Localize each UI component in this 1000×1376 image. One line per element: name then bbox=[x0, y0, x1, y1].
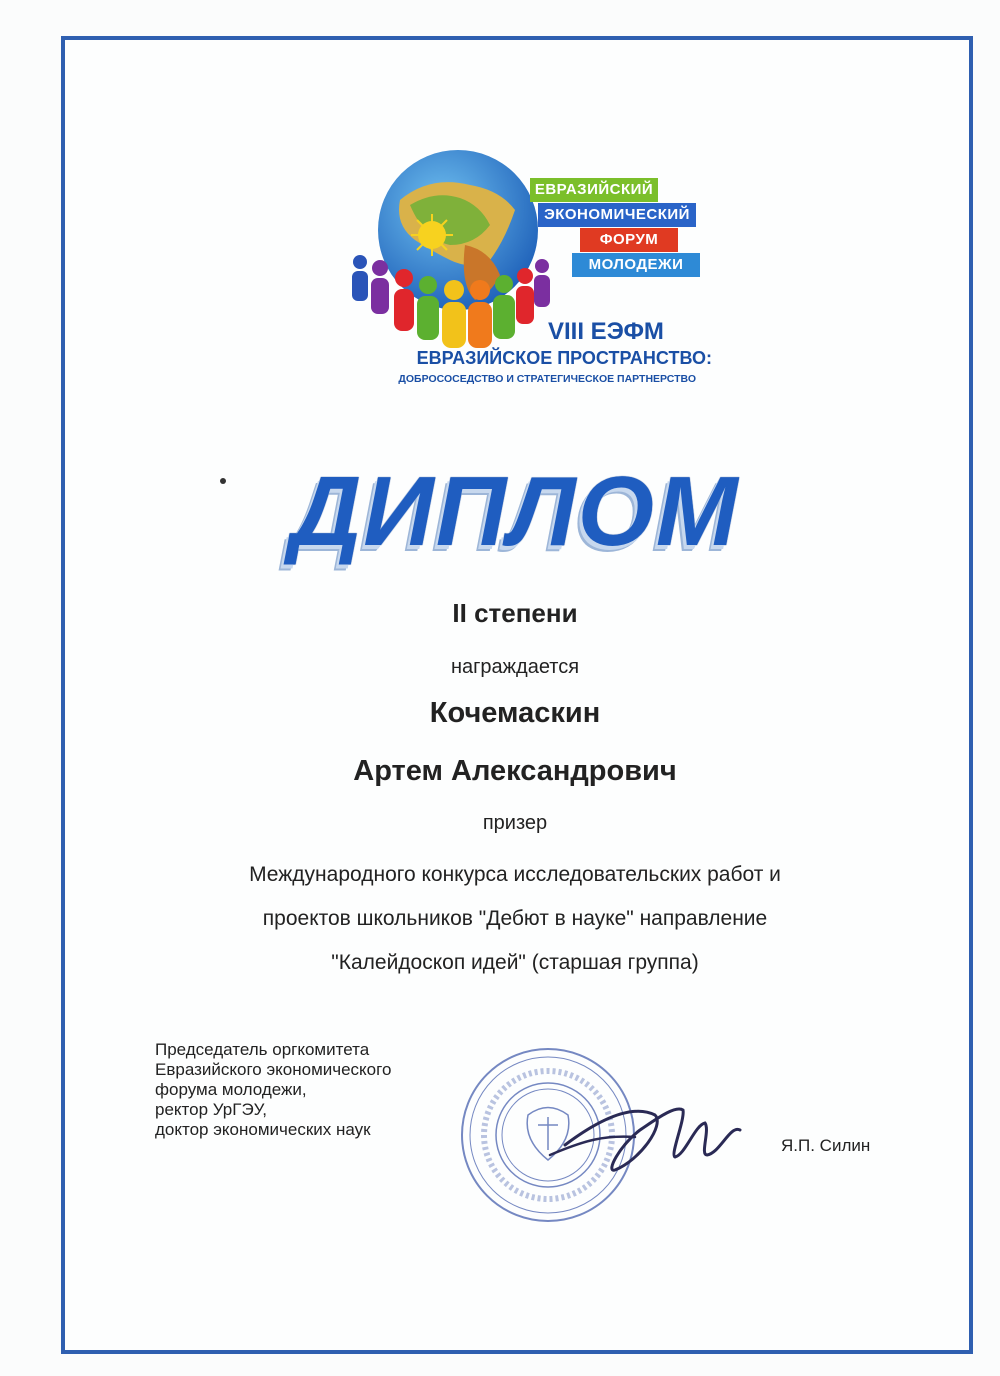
forum-theme-title: ЕВРАЗИЙСКОЕ ПРОСТРАНСТВО: bbox=[416, 348, 712, 368]
signatory-line: ректор УрГЭУ, bbox=[155, 1100, 267, 1119]
recipient-given-names: Артем Александрович bbox=[353, 755, 677, 787]
award-description bbox=[0, 853, 1000, 985]
awarded-text: награждается bbox=[450, 656, 580, 678]
description-line: "Калейдоскоп идей" (старшая группа) bbox=[331, 951, 699, 974]
diploma-title: ДИПЛОМ bbox=[290, 456, 740, 566]
signatory-name: Я.П. Силин bbox=[781, 1136, 871, 1155]
forum-theme-subtitle: ДОБРОСОСЕДСТВО И СТРАТЕГИЧЕСКОЕ ПАРТНЕРСТВО bbox=[398, 373, 696, 385]
signature-icon bbox=[545, 1085, 745, 1180]
ribbon-forum: ФОРУМ bbox=[580, 228, 678, 252]
description-line: Международного конкурса исследовательских работ и bbox=[249, 863, 781, 886]
signatory-line: Евразийского экономического bbox=[155, 1060, 392, 1079]
signatory-line: Председатель оргкомитета bbox=[155, 1040, 370, 1059]
ribbon-youth: МОЛОДЕЖИ bbox=[572, 253, 700, 277]
description-line: проектов школьников "Дебют в науке" направление bbox=[262, 907, 768, 930]
diploma-degree: II степени bbox=[452, 598, 578, 628]
recipient-surname: Кочемаскин bbox=[429, 697, 601, 729]
ribbon-economic: ЭКОНОМИЧЕСКИЙ bbox=[538, 203, 696, 227]
signatory-position bbox=[155, 1040, 391, 1140]
ribbon-eurasian: ЕВРАЗИЙСКИЙ bbox=[530, 178, 658, 202]
forum-edition: VIII ЕЭФМ bbox=[548, 318, 664, 345]
signatory-line: форума молодежи, bbox=[155, 1080, 307, 1099]
recipient-role: призер bbox=[482, 812, 548, 834]
signatory-line: доктор экономических наук bbox=[155, 1120, 371, 1139]
